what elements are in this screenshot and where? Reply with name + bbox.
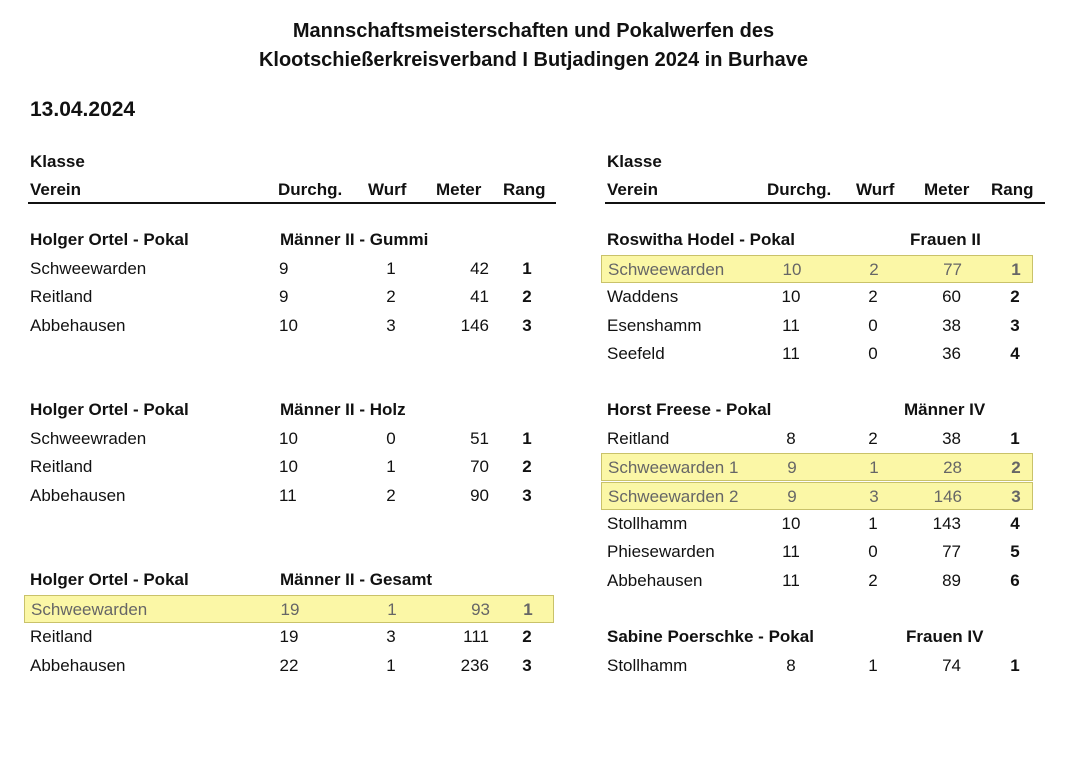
table-row	[24, 312, 554, 340]
verein-cell: Stollhamm	[607, 656, 688, 675]
verein-cell: Schweewarden	[31, 600, 148, 619]
meter-cell: 28	[943, 458, 962, 478]
meter-cell: 146	[460, 315, 489, 335]
rang-cell: 3	[1011, 486, 1021, 506]
meter-cell: 146	[933, 486, 962, 506]
rang-cell: 2	[522, 457, 532, 477]
wurf-cell: 1	[386, 259, 396, 278]
rang-cell: 3	[522, 485, 532, 505]
rang-cell: 6	[1010, 570, 1020, 590]
rang-cell: 1	[1010, 429, 1020, 448]
title-line-1: Mannschaftsmeisterschaften und Pokalwerfen des	[292, 20, 775, 42]
pokal-title: Holger Ortel - Pokal	[30, 230, 189, 249]
durchg-cell: 10	[279, 315, 298, 335]
verein-cell: Schweewarden	[30, 259, 147, 278]
table-row-highlighted	[24, 595, 554, 623]
table-row	[601, 510, 1033, 538]
meter-cell: 42	[470, 259, 489, 278]
durchg-cell: 10	[782, 260, 802, 279]
meter-cell: 38	[942, 429, 961, 448]
durchg-cell: 10	[781, 287, 801, 307]
meter-cell: 51	[470, 429, 489, 448]
meter-cell: 36	[942, 343, 961, 363]
header-meter: Meter	[924, 180, 970, 199]
durchg-cell: 9	[787, 458, 797, 478]
rang-cell: 2	[1011, 458, 1021, 478]
meter-cell: 74	[942, 656, 961, 675]
rang-cell: 2	[522, 627, 532, 647]
durchg-cell: 22	[279, 655, 299, 675]
durchg-cell: 11	[782, 542, 800, 562]
pokal-title: Roswitha Hodel - Pokal	[607, 230, 795, 249]
header-durchg: Durchg.	[767, 180, 832, 199]
rang-cell: 2	[522, 287, 532, 307]
meter-cell: 143	[932, 513, 961, 533]
verein-cell: Reitland	[30, 457, 93, 477]
durchg-cell: 19	[279, 627, 299, 647]
rang-cell: 1	[522, 429, 532, 448]
header-rule	[605, 202, 1045, 204]
durchg-cell: 9	[279, 259, 289, 278]
meter-cell: 77	[942, 542, 961, 562]
meter-cell: 93	[471, 600, 490, 619]
table-row	[24, 623, 554, 651]
klasse-label: Männer II - Holz	[280, 400, 406, 419]
table-row	[24, 425, 554, 453]
rang-cell: 4	[1010, 343, 1020, 363]
rang-cell: 3	[522, 315, 532, 335]
wurf-cell: 3	[386, 315, 396, 335]
meter-cell: 90	[470, 485, 489, 505]
verein-cell: Waddens	[607, 287, 679, 307]
header-rule	[28, 202, 556, 204]
wurf-cell: 1	[386, 457, 396, 477]
verein-cell: Phiesewarden	[607, 542, 715, 562]
rang-cell: 5	[1010, 542, 1020, 562]
header-rang: Rang	[503, 180, 546, 199]
rang-cell: 1	[1010, 656, 1020, 675]
meter-cell: 89	[942, 570, 961, 590]
verein-cell: Abbehausen	[607, 570, 703, 590]
durchg-cell: 9	[787, 486, 797, 506]
verein-cell: Reitland	[607, 429, 670, 448]
verein-cell: Abbehausen	[30, 655, 126, 675]
durchg-cell: 11	[782, 315, 800, 335]
wurf-cell: 2	[868, 287, 878, 307]
table-row	[24, 255, 554, 283]
table-row	[24, 652, 554, 680]
header-wurf: Wurf	[368, 180, 407, 199]
verein-cell: Stollhamm	[607, 513, 688, 533]
meter-cell: 38	[942, 315, 961, 335]
header-durchg: Durchg.	[278, 180, 343, 199]
table-row-highlighted	[601, 255, 1033, 283]
rang-cell: 4	[1010, 513, 1020, 533]
table-row-highlighted	[601, 453, 1033, 481]
table-row	[601, 312, 1033, 340]
rang-cell: 1	[1011, 260, 1021, 279]
klasse-label: Männer II - Gummi	[280, 230, 429, 249]
wurf-cell: 3	[386, 627, 396, 647]
wurf-cell: 2	[386, 485, 396, 505]
durchg-cell: 8	[786, 429, 796, 448]
wurf-cell: 2	[869, 260, 879, 279]
verein-cell: Reitland	[30, 627, 93, 647]
meter-cell: 111	[463, 627, 489, 647]
header-verein: Verein	[607, 180, 659, 199]
klasse-label: Männer IV	[904, 400, 986, 419]
rang-cell: 1	[523, 600, 533, 619]
durchg-cell: 10	[279, 457, 298, 477]
verein-cell: Schweewarden 2	[608, 486, 739, 506]
wurf-cell: 0	[868, 343, 878, 363]
klasse-label: Männer II - Gesamt	[280, 570, 433, 589]
header-verein: Verein	[30, 180, 82, 199]
durchg-cell: 11	[279, 485, 297, 505]
table-row	[601, 652, 1033, 680]
verein-cell: Schweewraden	[30, 429, 147, 448]
durchg-cell: 10	[781, 513, 801, 533]
verein-cell: Abbehausen	[30, 315, 126, 335]
verein-cell: Esenshamm	[607, 315, 702, 335]
durchg-cell: 8	[786, 656, 796, 675]
wurf-cell: 1	[868, 656, 878, 675]
wurf-cell: 1	[386, 655, 396, 675]
table-row-highlighted	[601, 482, 1033, 510]
table-row	[601, 538, 1033, 566]
rang-cell: 3	[522, 655, 532, 675]
header-wurf: Wurf	[856, 180, 895, 199]
durchg-cell: 11	[782, 570, 800, 590]
header-rang: Rang	[991, 180, 1034, 199]
rang-cell: 1	[522, 259, 532, 278]
pokal-title: Holger Ortel - Pokal	[30, 570, 189, 589]
wurf-cell: 1	[869, 458, 879, 478]
rang-cell: 2	[1010, 287, 1020, 307]
durchg-cell: 19	[280, 600, 300, 619]
wurf-cell: 0	[386, 429, 396, 448]
header-klasse: Klasse	[30, 152, 85, 171]
pokal-title: Horst Freese - Pokal	[607, 400, 772, 419]
klasse-label: Frauen IV	[906, 627, 984, 646]
meter-cell: 70	[470, 457, 489, 477]
table-row	[24, 453, 554, 481]
table-row	[601, 283, 1033, 311]
rang-cell: 3	[1010, 315, 1020, 335]
meter-cell: 41	[470, 287, 489, 307]
verein-cell: Seefeld	[607, 343, 665, 363]
table-row	[24, 283, 554, 311]
klasse-label: Frauen II	[910, 230, 981, 249]
header-meter: Meter	[436, 180, 482, 199]
wurf-cell: 2	[868, 429, 878, 448]
wurf-cell: 1	[387, 600, 397, 619]
verein-cell: Schweewarden	[608, 260, 725, 279]
meter-cell: 60	[942, 287, 961, 307]
table-row	[24, 482, 554, 510]
meter-cell: 77	[943, 260, 962, 279]
meter-cell: 236	[460, 655, 489, 675]
event-date: 13.04.2024	[30, 98, 136, 121]
durchg-cell: 10	[279, 429, 298, 448]
wurf-cell: 2	[386, 287, 396, 307]
wurf-cell: 0	[868, 315, 878, 335]
durchg-cell: 9	[279, 287, 289, 307]
verein-cell: Schweewarden 1	[608, 458, 739, 478]
wurf-cell: 1	[868, 513, 878, 533]
pokal-title: Sabine Poerschke - Pokal	[607, 627, 814, 646]
table-row	[601, 425, 1033, 453]
table-row	[601, 567, 1033, 595]
wurf-cell: 2	[868, 570, 878, 590]
table-row	[601, 340, 1033, 368]
durchg-cell: 11	[782, 343, 800, 363]
verein-cell: Reitland	[30, 287, 93, 307]
header-klasse: Klasse	[607, 152, 662, 171]
wurf-cell: 3	[869, 486, 879, 506]
pokal-title: Holger Ortel - Pokal	[30, 400, 189, 419]
wurf-cell: 0	[868, 542, 878, 562]
verein-cell: Abbehausen	[30, 485, 126, 505]
title-line-2: Klootschießerkreisverband I Butjadingen 2024 in Burhave	[258, 49, 809, 71]
